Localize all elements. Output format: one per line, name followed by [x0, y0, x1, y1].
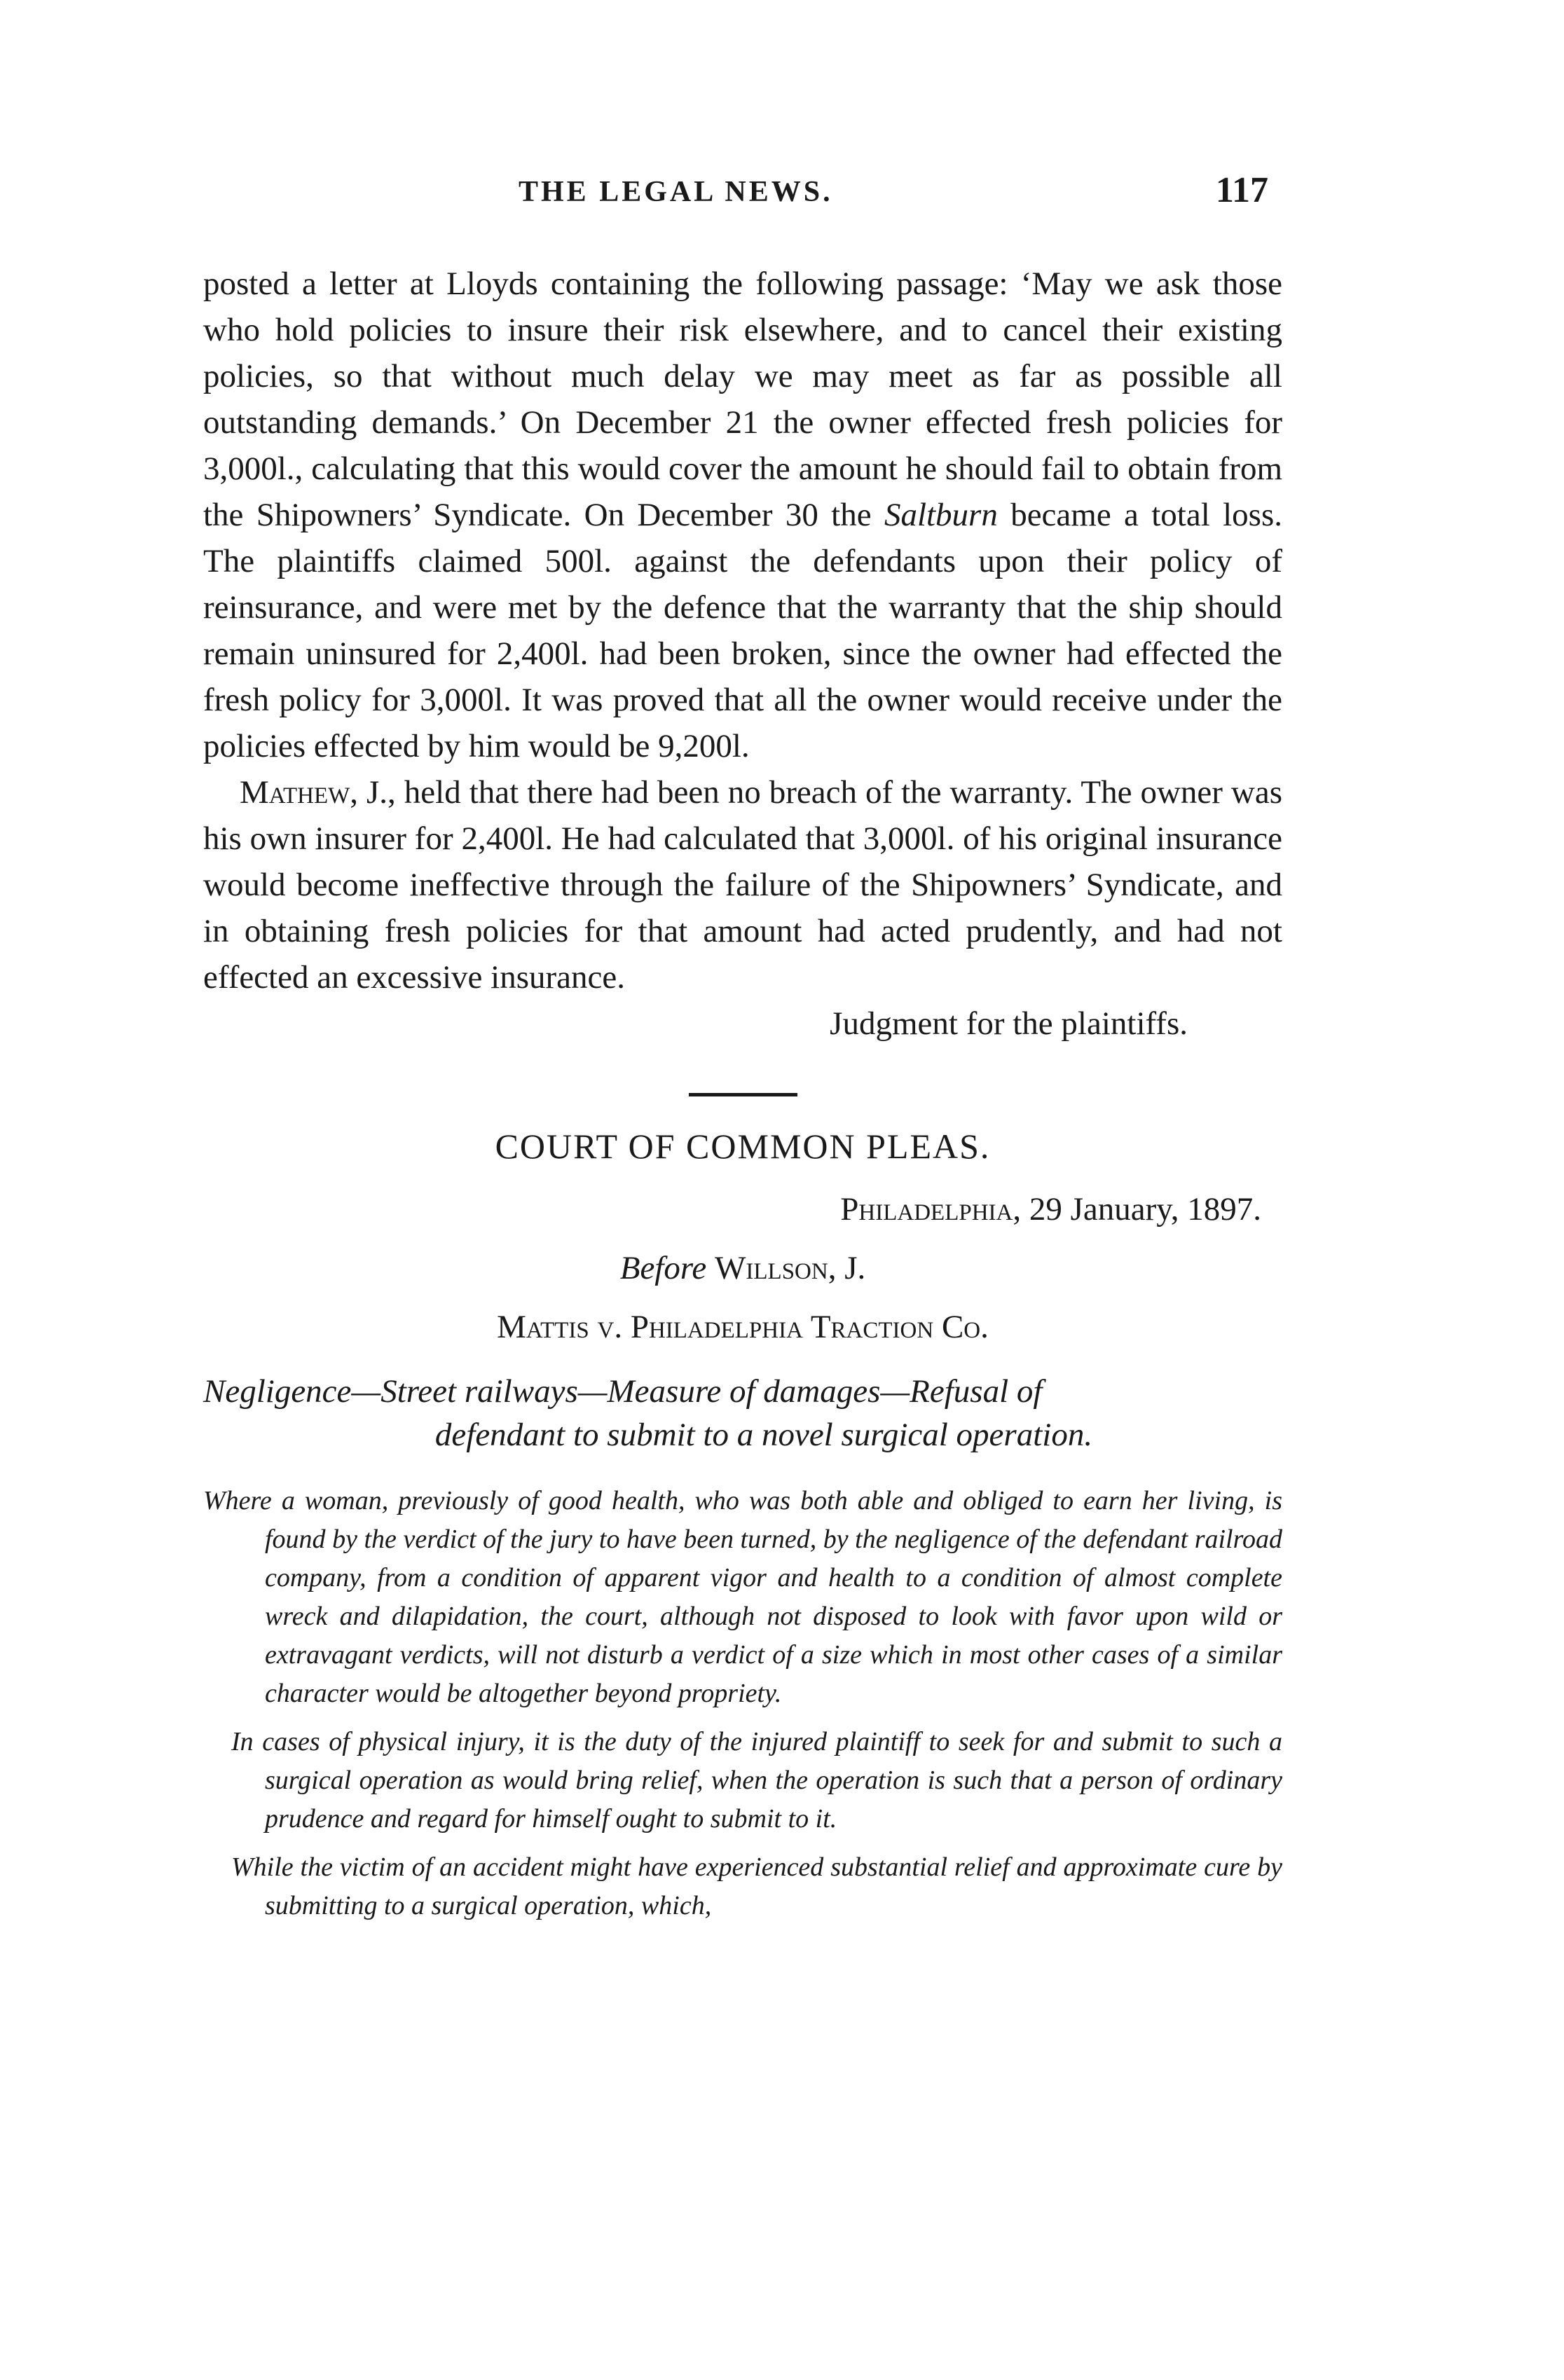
paragraph-facts-part2: became a total loss. The plaintiffs claimed 500l. against the defendants upon their policy of reinsurance, and were met by the defence that the warranty that the ship should remain uninsured for 2,400l. had been broken, since the owner had effected the fresh policy for 3,000l. It was proved that all the owner would receive under the policies effected by him would be 9,200l.	[203, 497, 1282, 764]
syllabus-paragraph: While the victim of an accident might have experienced substantial relief and approximate cure by submitting to a surgical operation, which,	[231, 1852, 1282, 1920]
paragraph-holding-text: , J., held that there had been no breach of the warranty. The owner was his own insurer for 2,400l. He had calculated that 3,000l. of his original insurance would become ineffective through the failure of the Shipowners’ Syndicate, and in obtaining fresh policies for that amount had acted prudently, and had not effected an excessive insurance.	[203, 774, 1282, 996]
section-divider	[689, 1093, 797, 1096]
presiding-judge: Willson	[715, 1250, 828, 1286]
case-topic	[203, 1370, 1282, 1457]
before-judge	[203, 1249, 1282, 1287]
dateline	[203, 1190, 1282, 1228]
body-text	[203, 261, 1282, 1935]
paragraph-holding	[203, 769, 1282, 1000]
court-title: COURT OF COMMON PLEAS.	[495, 1127, 991, 1166]
before-word: Before	[619, 1250, 707, 1286]
dateline-place: Philadelphia	[840, 1191, 1013, 1227]
judgment-line: Judgment for the plaintiffs.	[830, 1005, 1188, 1042]
case-topic-line1: Negligence—Street railways—Measure of damages—Refusal of	[203, 1373, 1043, 1410]
ship-name: Saltburn	[884, 497, 998, 533]
running-header	[203, 170, 1282, 217]
page-number: 117	[1215, 170, 1268, 210]
case-topic-line2: defendant to submit to a novel surgical operation.	[434, 1417, 1093, 1453]
syllabus-paragraph: Where a woman, previously of good health, who was both able and obliged to earn her living, is found by the verdict of the jury to have been turned, by the negligence of the defendant railroad company, from a condition of apparent vigor and health to a condition of almost complete wreck and dilapidation, the court, although not disposed to look with favor upon wild or extravagant verdicts, will not disturb a verdict of a size which in most other cases of a similar character would be altogether beyond propriety.	[203, 1486, 1282, 1708]
judge-name: Mathew	[240, 774, 350, 811]
paragraph-facts	[203, 261, 1282, 769]
running-title: THE LEGAL NEWS.	[519, 176, 833, 208]
presiding-judge-suffix: , J.	[828, 1250, 866, 1286]
case-parties: Mattis v. Philadelphia Traction Co.	[497, 1309, 989, 1345]
syllabus-paragraph: In cases of physical injury, it is the duty of the injured plaintiff to seek for and submit to such a surgical operation as would bring relief, when the operation is such that a person of ordinary prudence and regard for himself ought to submit to it.	[231, 1727, 1282, 1834]
paragraph-facts-part1: posted a letter at Lloyds containing the following passage: ‘May we ask those who hold policies to insure their risk elsewhere, and to cancel their existing policies, so that without much delay we may meet as far as possible all outstanding demands.’ On December 21 the owner effected fresh policies for 3,000l., calculating that this would cover the amount he should fail to obtain from the Shipowners’ Syndicate. On December 30 the	[203, 266, 1282, 533]
dateline-date: , 29 January, 1897.	[1013, 1191, 1261, 1227]
